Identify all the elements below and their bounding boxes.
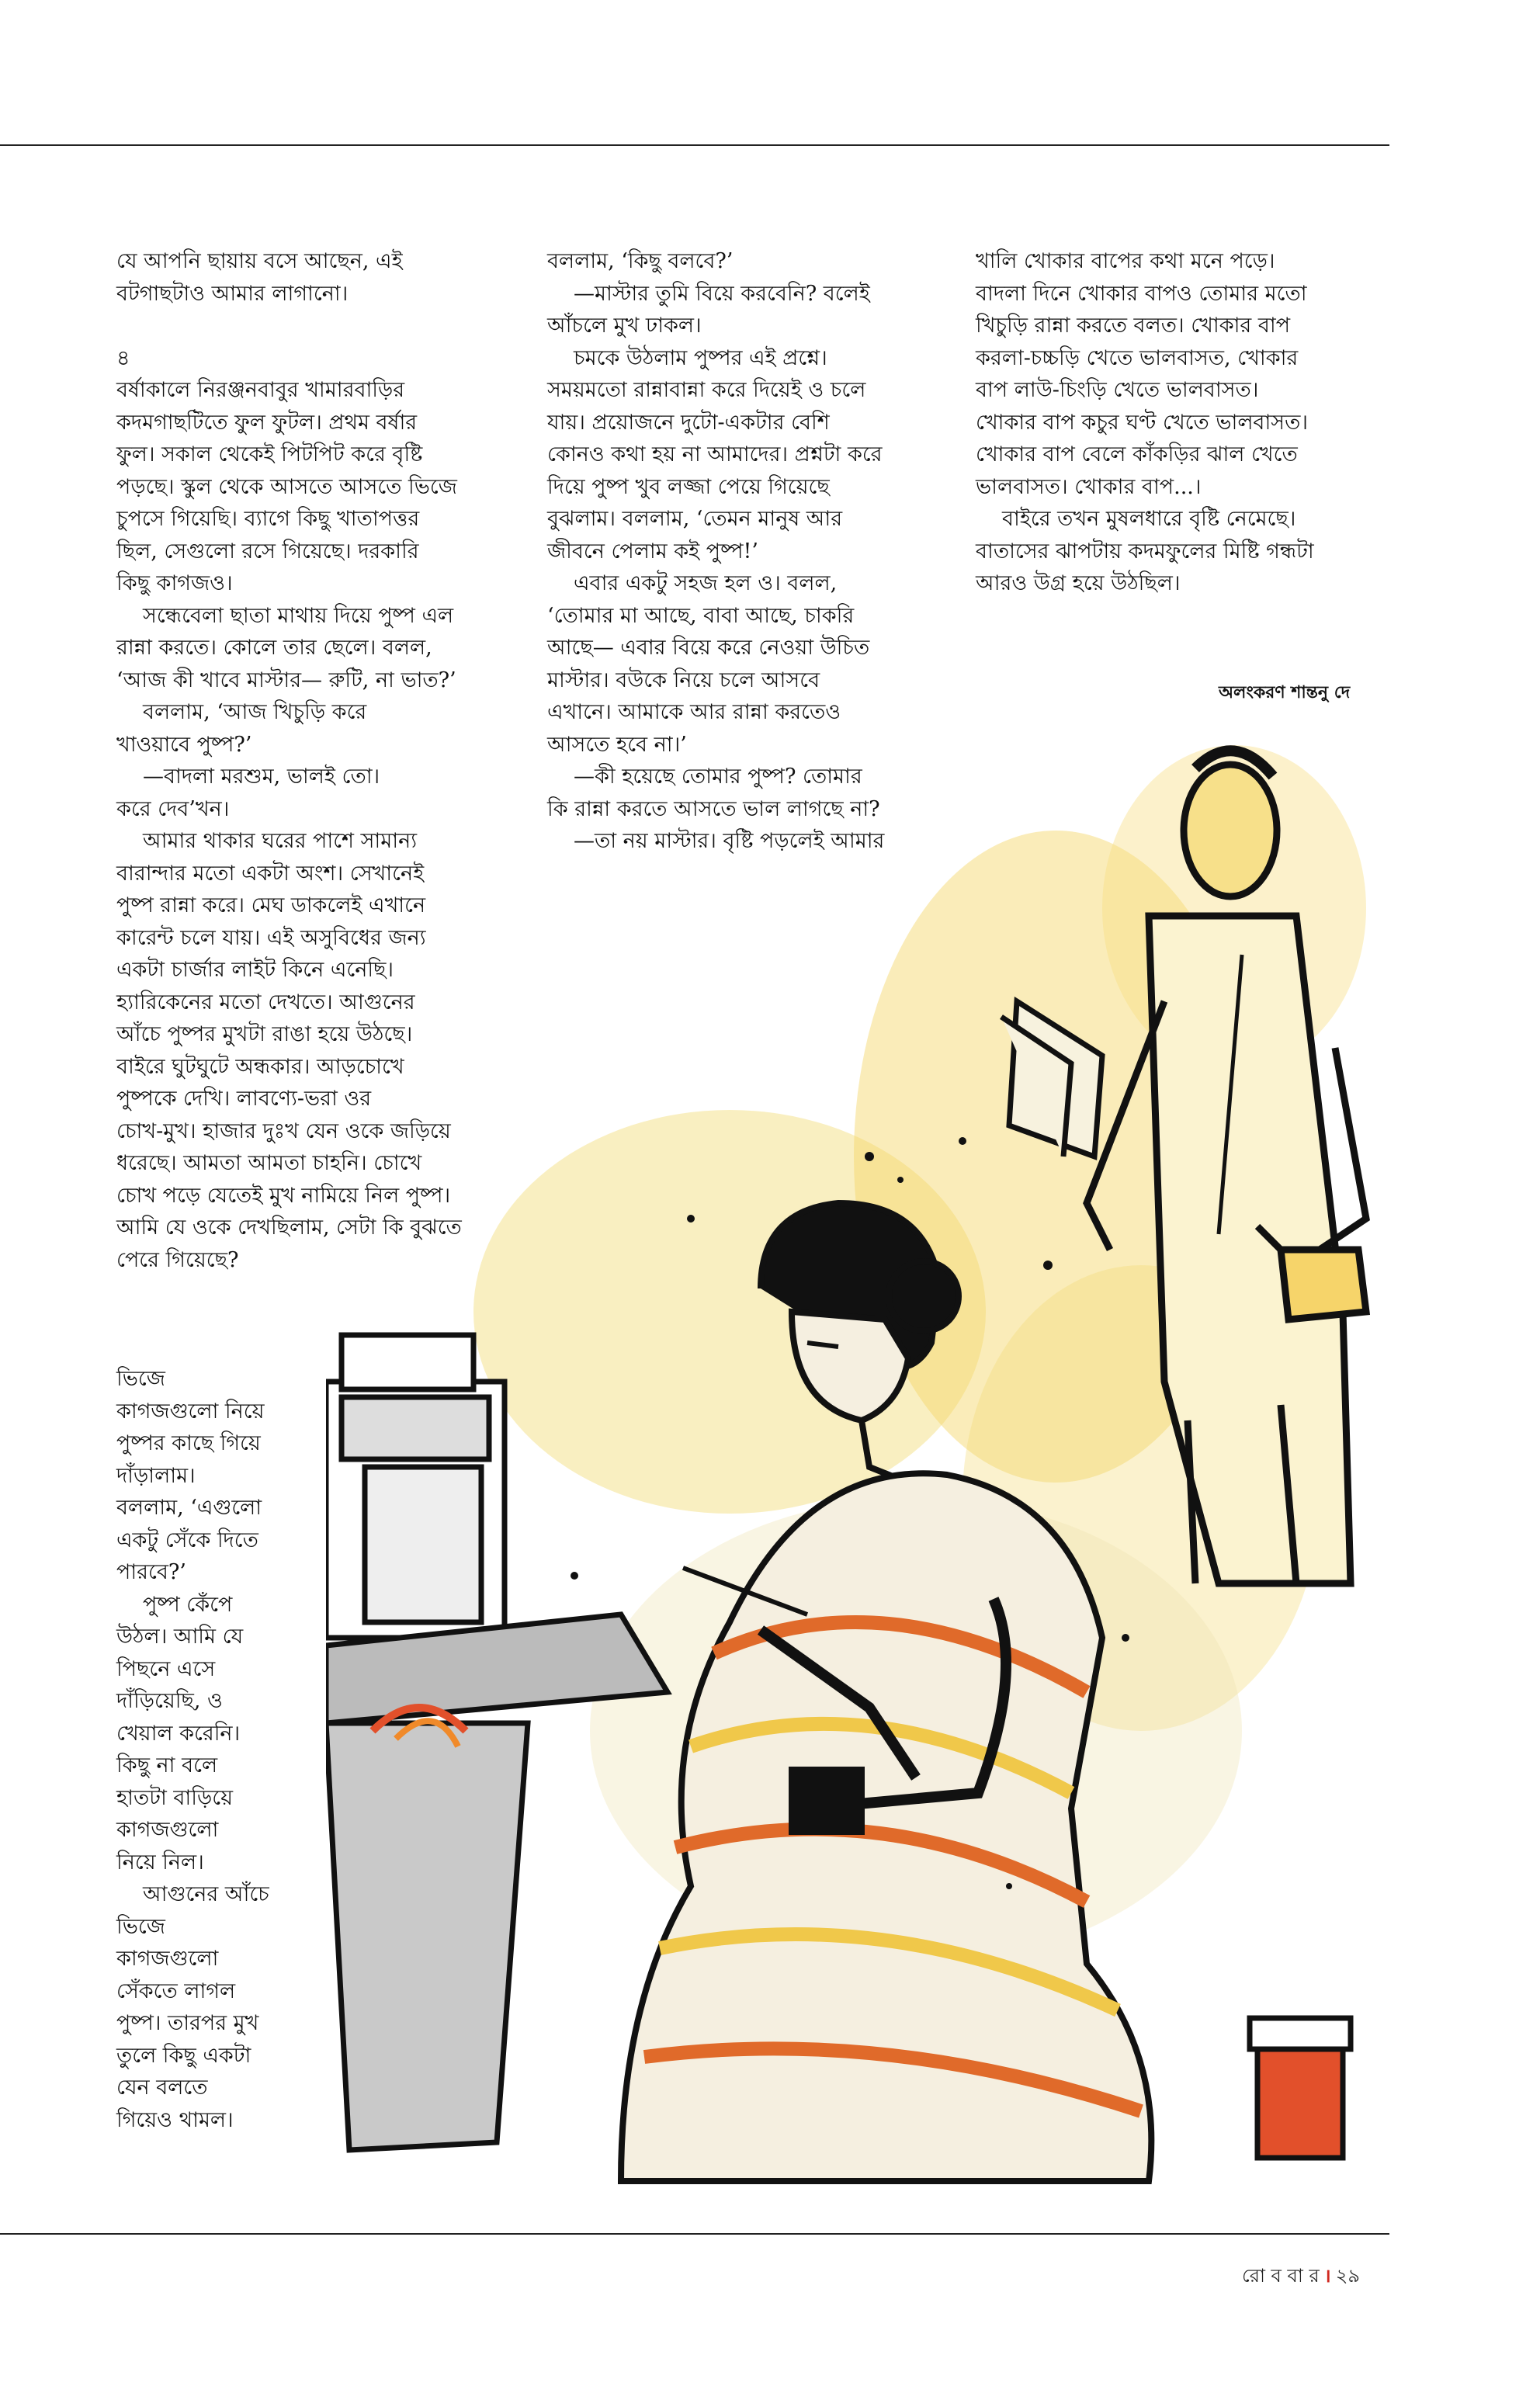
illustration-credit: অলংকরণ শান্তনু দে [1219, 682, 1351, 702]
text-line: কি রান্না করতে আসতে ভাল লাগছে না? [547, 796, 880, 821]
text-column-1 [116, 245, 462, 1276]
text-line: বাতাসের ঝাপটায় কদমফুলের মিষ্টি গন্ধটা [976, 539, 1314, 564]
text-line: দাঁড়ালাম। [116, 1463, 196, 1488]
text-line: ভিজে [116, 1367, 165, 1391]
text-line: হ্যারিকেনের মতো দেখতে। আগুনের [116, 990, 415, 1014]
text-line: ছিল, সেগুলো রসে গিয়েছে। দরকারি [116, 539, 419, 564]
text-line: ফুল। সকাল থেকেই পিটপিট করে বৃষ্টি [116, 442, 423, 466]
text-line: কিছু না বলে [116, 1753, 218, 1777]
text-line: পুষ্প রান্না করে। মেঘ ডাকলেই এখানে [116, 893, 426, 917]
footer-separator: । [1323, 2264, 1331, 2287]
text-line: নিয়ে নিল। [116, 1850, 204, 1875]
story-illustration [326, 722, 1389, 2204]
text-line: খাওয়াবে পুষ্প?’ [116, 732, 252, 757]
text-line: চমকে উঠলাম পুষ্পর এই প্রশ্নে। [574, 345, 827, 370]
text-line: বললাম, ‘আজ খিচুড়ি করে [143, 700, 367, 724]
text-line: চোখ-মুখ। হাজার দুঃখ যেন ওকে জড়িয়ে [116, 1118, 451, 1143]
text-line: খিচুড়ি রান্না করতে বলত। খোকার বাপ [976, 314, 1291, 338]
text-line: সন্ধেবেলা ছাতা মাথায় দিয়ে পুষ্প এল [143, 603, 454, 628]
text-line: তুলে কিছু একটা [116, 2043, 251, 2068]
text-line: রান্না করতে। কোলে তার ছেলে। বলল, [116, 636, 432, 660]
text-line: যে আপনি ছায়ায় বসে আছেন, এই [116, 249, 403, 273]
text-line: খালি খোকার বাপের কথা মনে পড়ে। [976, 249, 1275, 273]
text-line: আগুনের আঁচে [143, 1882, 269, 1906]
page-footer [1242, 2262, 1360, 2293]
text-line: আছে— এবার বিয়ে করে নেওয়া উচিত [547, 636, 870, 660]
text-line: পুষ্প কেঁপে [143, 1592, 233, 1617]
text-line: —মাস্টার তুমি বিয়ে করবেনি? বলেই [574, 281, 870, 306]
text-line: কিছু কাগজও। [116, 571, 233, 595]
text-line: একটা চার্জার লাইট কিনে এনেছি। [116, 958, 394, 982]
text-line: কাগজগুলো নিয়ে [116, 1399, 265, 1424]
text-line: সেঁকতে লাগল [116, 1979, 236, 2003]
text-line: আরও উগ্র হয়ে উঠছিল। [976, 571, 1181, 595]
text-line: জীবনে পেলাম কই পুষ্প!’ [547, 539, 758, 564]
text-line: যায়। প্রয়োজনে দুটো-একটার বেশি [547, 410, 830, 435]
text-line: করে দেব’খন। [116, 796, 230, 821]
text-line: পুষ্পকে দেখি। লাবণ্যে-ভরা ওর [116, 1087, 372, 1111]
text-line: পারবে?’ [116, 1560, 186, 1584]
text-line: কদমগাছটিতে ফুল ফুটল। প্রথম বর্ষার [116, 410, 418, 435]
text-line: চোখ পড়ে যেতেই মুখ নামিয়ে নিল পুষ্প। [116, 1183, 451, 1208]
text-line: সময়মতো রান্নাবান্না করে দিয়েই ও চলে [547, 378, 866, 402]
text-line: উঠল। আমি যে [116, 1625, 244, 1649]
text-line: আমি যে ওকে দেখছিলাম, সেটা কি বুঝতে [116, 1216, 462, 1240]
text-line: বারান্দার মতো একটা অংশ। সেখানেই [116, 861, 425, 886]
text-line: খোকার বাপ কচুর ঘণ্ট খেতে ভালবাসত। [976, 410, 1309, 435]
text-line: ভালবাসত। খোকার বাপ...। [976, 474, 1202, 499]
text-line: —তা নয় মাস্টার। বৃষ্টি পড়লেই আমার [574, 829, 885, 853]
text-line: যেন বলতে [116, 2076, 208, 2100]
text-line: ভিজে [116, 1914, 165, 1939]
text-line: কারেন্ট চলে যায়। এই অসুবিধের জন্য [116, 925, 426, 950]
text-line: কোনও কথা হয় না আমাদের। প্রশ্নটা করে [547, 442, 883, 466]
blank-line [116, 310, 342, 342]
text-line: খেয়াল করেনি। [116, 1721, 241, 1746]
text-line: গিয়েও থামল। [116, 2107, 234, 2132]
text-line: করলা-চচ্চড়ি খেতে ভালবাসত, খোকার [976, 345, 1299, 370]
text-line: —বাদলা মরশুম, ভালই তো। [143, 765, 380, 789]
text-line: বটগাছটাও আমার লাগানো। [116, 281, 349, 306]
text-column-1-narrow [116, 1363, 318, 2136]
text-line: পড়ছে। স্কুল থেকে আসতে আসতে ভিজে [116, 474, 457, 499]
text-line: কাগজগুলো [116, 1818, 219, 1842]
text-line: কাগজগুলো [116, 1947, 219, 1971]
top-rule [0, 144, 1389, 146]
text-line: একটু সেঁকে দিতে [116, 1528, 258, 1552]
text-line: ধরেছে। আমতা আমতা চাহনি। চোখে [116, 1151, 422, 1175]
text-line: আঁচে পুষ্পর মুখটা রাঙা হয়ে উঠছে। [116, 1022, 413, 1046]
text-line: বাদলা দিনে খোকার বাপও তোমার মতো [976, 281, 1307, 306]
text-line: মাস্টার। বউকে নিয়ে চলে আসবে [547, 668, 820, 692]
text-line: দাঁড়িয়েছি, ও [116, 1689, 223, 1713]
text-line: বুঝলাম। বললাম, ‘তেমন মানুষ আর [547, 507, 843, 531]
text-column-3 [976, 245, 1395, 600]
text-line: এখানে। আমাকে আর রান্না করতেও [547, 700, 841, 724]
text-line: পুষ্প। তারপর মুখ [116, 2011, 259, 2035]
text-line: বললাম, ‘কিছু বলবে?’ [547, 249, 734, 273]
bottom-rule [0, 2233, 1389, 2235]
text-line: এবার একটু সহজ হল ও। বলল, [574, 571, 838, 595]
text-line: বাইরে ঘুটঘুটে অন্ধকার। আড়চোখে [116, 1054, 404, 1079]
text-line: পুষ্পর কাছে গিয়ে [116, 1431, 261, 1455]
text-line: ‘তোমার মা আছে, বাবা আছে, চাকরি [547, 603, 855, 628]
text-line: বললাম, ‘এগুলো [116, 1496, 262, 1520]
text-line: পেরে গিয়েছে? [116, 1247, 239, 1272]
text-line: ‘আজ কী খাবে মাস্টার— রুটি, না ভাত?’ [116, 668, 456, 692]
text-line: বাইরে তখন মুষলধারে বৃষ্টি নেমেছে। [1002, 507, 1296, 531]
text-line: চুপসে গিয়েছি। ব্যাগে কিছু খাতাপত্তর [116, 507, 420, 531]
section-number: ৪ [116, 345, 130, 370]
text-line: দিয়ে পুষ্প খুব লজ্জা পেয়ে গিয়েছে [547, 474, 830, 499]
text-line: আমার থাকার ঘরের পাশে সামান্য [143, 829, 418, 853]
text-line: বর্ষাকালে নিরঞ্জনবাবুর খামারবাড়ির [116, 378, 405, 402]
text-line: আসতে হবে না।’ [547, 732, 687, 757]
text-line: বাপ লাউ-চিংড়ি খেতে ভালবাসত। [976, 378, 1259, 402]
page-number: ২৯ [1335, 2265, 1360, 2287]
magazine-name: রো ব বা র [1242, 2265, 1320, 2287]
text-line: হাতটা বাড়িয়ে [116, 1785, 234, 1810]
pot [1250, 2018, 1351, 2158]
text-line: আঁচলে মুখ ঢাকল। [547, 314, 702, 338]
text-line: —কী হয়েছে তোমার পুষ্প? তোমার [574, 765, 862, 789]
text-line: খোকার বাপ বেলে কাঁকড়ির ঝাল খেতে [976, 442, 1298, 466]
text-line: পিছনে এসে [116, 1656, 216, 1681]
